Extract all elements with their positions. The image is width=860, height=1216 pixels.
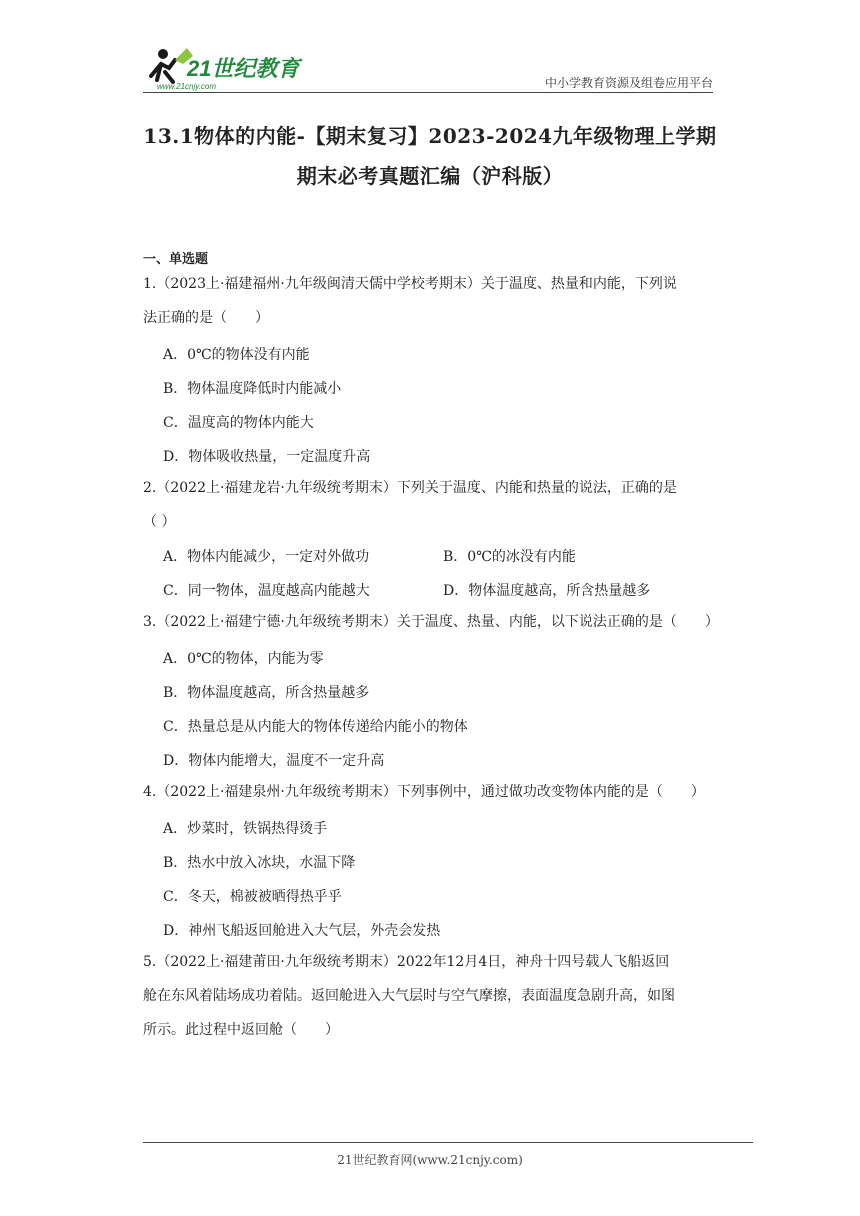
question-4-option-a: A．炒菜时，铁锅热得烫手 xyxy=(163,821,328,837)
question-1-option-d: D．物体吸收热量，一定温度升高 xyxy=(163,449,371,465)
logo-text: 21世纪教育 xyxy=(187,56,300,81)
logo-21cnjy xyxy=(143,42,313,92)
page-title-line1: 13.1物体的内能-【期末复习】2023-2024九年级物理上学期 xyxy=(143,124,717,148)
footer-text: 21世纪教育网(www.21cnjy.com) xyxy=(337,1153,523,1167)
question-4-line1: 4.（2022上·福建泉州·九年级统考期末）下列事例中，通过做功改变物体内能的是（ ） xyxy=(143,784,705,800)
question-2-line1: 2.（2022上·福建龙岩·九年级统考期末）下列关于温度、内能和热量的说法，正确的是 xyxy=(143,480,677,496)
question-3-option-b: B．物体温度越高，所含热量越多 xyxy=(163,685,370,701)
question-1-line1: 1.（2023上·福建福州·九年级闽清天儒中学校考期末）关于温度、热量和内能，下列说 xyxy=(143,276,677,292)
question-5-line3: 所示。此过程中返回舱（ ） xyxy=(143,1022,339,1038)
question-3-option-a: A．0℃的物体，内能为零 xyxy=(163,651,324,667)
question-3-line1: 3.（2022上·福建宁德·九年级统考期末）关于温度、热量、内能，以下说法正确的是（ ） xyxy=(143,614,719,630)
question-5-line2: 舱在东风着陆场成功着陆。返回舱进入大气层时与空气摩擦，表面温度急剧升高，如图 xyxy=(143,988,675,1004)
platform-label: 中小学教育资源及组卷应用平台 xyxy=(544,76,713,90)
question-3-option-c: C．热量总是从内能大的物体传递给内能小的物体 xyxy=(163,719,468,735)
question-4-option-d: D．神州飞船返回舱进入大气层，外壳会发热 xyxy=(163,923,441,939)
section-heading: 一、单选题 xyxy=(143,252,209,267)
question-3-option-d: D．物体内能增大，温度不一定升高 xyxy=(163,753,385,769)
question-5-line1: 5.（2022上·福建莆田·九年级统考期末）2022年12月4日，神舟十四号载人飞船返回 xyxy=(143,954,670,970)
footer-divider xyxy=(143,1142,753,1143)
question-1-line2: 法正确的是（ ） xyxy=(143,310,269,326)
question-1-option-b: B．物体温度降低时内能减小 xyxy=(163,381,342,397)
page-header xyxy=(143,42,713,94)
question-2-line2: （ ） xyxy=(143,514,176,530)
page-title-line2: 期末必考真题汇编（沪科版） xyxy=(296,164,564,188)
question-2-option-c: C．同一物体，温度越高内能越大 xyxy=(163,583,370,599)
question-2-option-a: A．物体内能减少，一定对外做功 xyxy=(163,549,370,565)
question-2-option-b: B．0℃的冰没有内能 xyxy=(443,549,576,565)
header-divider xyxy=(143,92,713,93)
question-4-option-b: B．热水中放入冰块，水温下降 xyxy=(163,855,356,871)
logo-url: www.21cnjy.com xyxy=(157,82,216,91)
question-4-option-c: C．冬天，棉被被晒得热乎乎 xyxy=(163,889,342,905)
question-1-option-c: C．温度高的物体内能大 xyxy=(163,415,314,431)
question-1-option-a: A．0℃的物体没有内能 xyxy=(163,347,310,363)
question-2-option-d: D．物体温度越高，所含热量越多 xyxy=(443,583,651,599)
